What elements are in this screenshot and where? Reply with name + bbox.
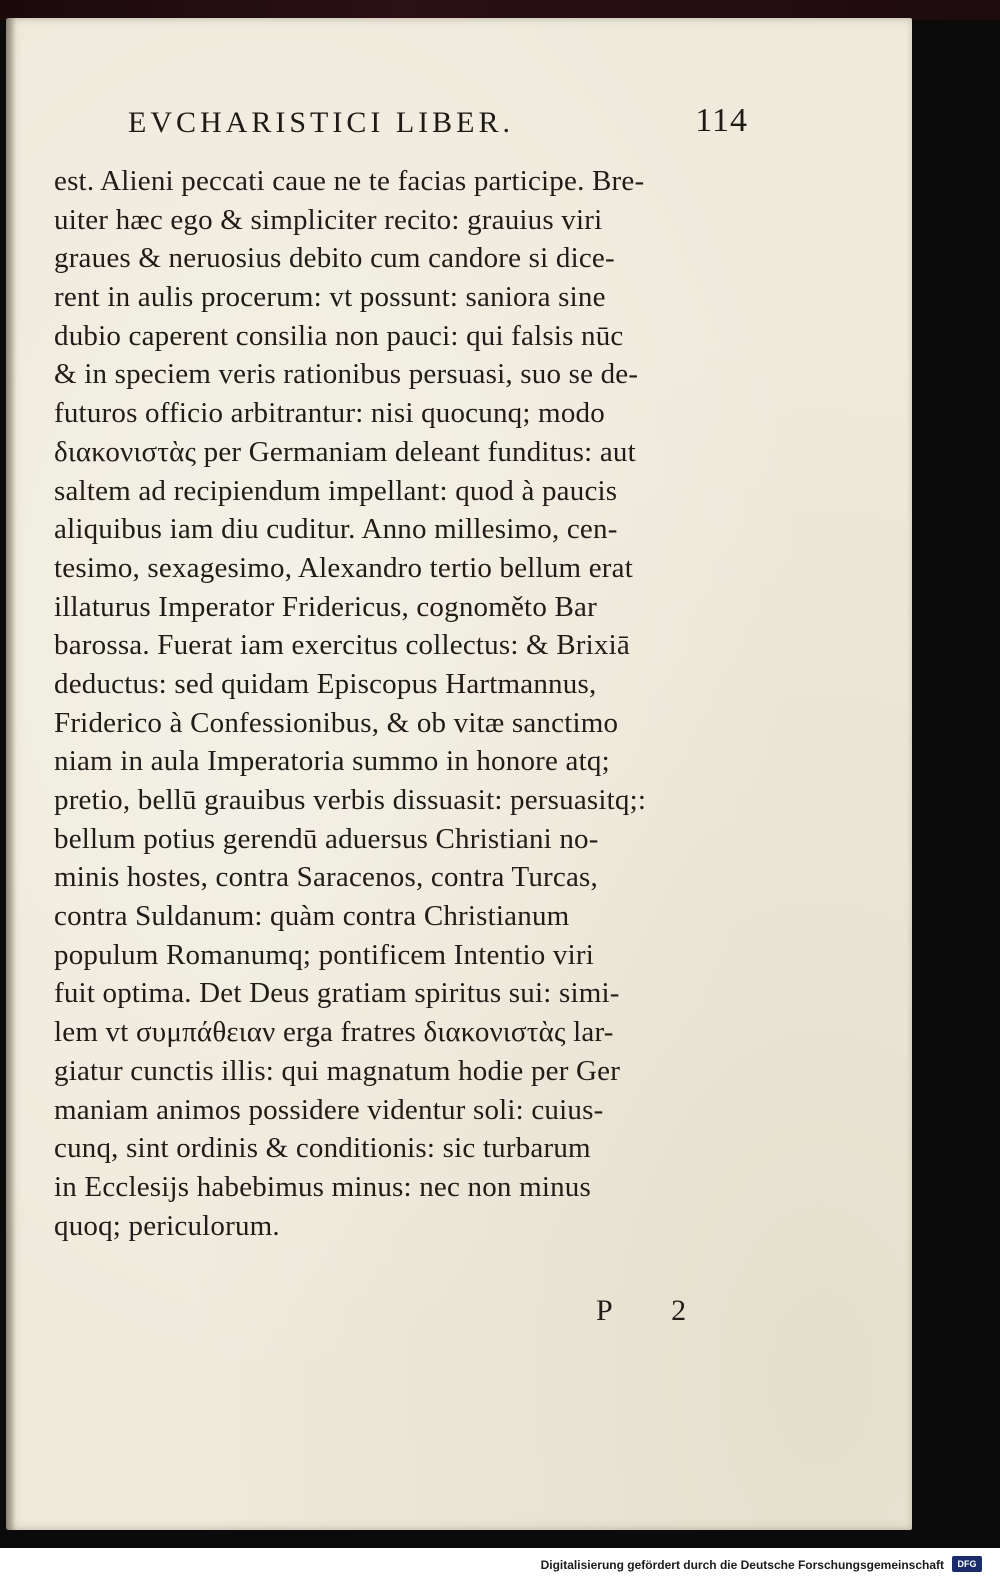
text-line: minis hostes, contra Saracenos, contra Turcas, xyxy=(54,861,598,894)
text-line: populum Romanumq; pontificem Intentio viri xyxy=(54,938,595,971)
binding-edge xyxy=(0,0,1000,20)
running-title: EVCHARISTICI LIBER. xyxy=(128,106,514,139)
running-head xyxy=(128,100,748,150)
text-line: fuit optima. Det Deus gratiam spiritus sui: simi- xyxy=(54,977,620,1010)
text-line: graues & neruosius debito cum candore si dice- xyxy=(54,242,615,275)
dfg-logo-icon: DFG xyxy=(952,1556,982,1572)
text-line: tesimo, sexagesimo, Alexandro tertio bellum erat xyxy=(54,551,633,584)
text-line: in Ecclesijs habebimus minus: nec non minus xyxy=(54,1170,591,1203)
text-line: lem vt συμπάθειαν erga fratres διακονιστὰς lar- xyxy=(54,1016,614,1049)
text-line: bellum potius gerendū aduersus Christiani no- xyxy=(54,822,599,855)
page-number: 114 xyxy=(695,102,748,139)
text-line: futuros officio arbitrantur: nisi quocunq; modo xyxy=(54,397,605,430)
text-line: aliquibus iam diu cuditur. Anno millesimo, cen- xyxy=(54,513,618,546)
text-line: contra Suldanum: quàm contra Christianum xyxy=(54,900,570,933)
text-line: est. Alieni peccati caue ne te facias participe. Bre- xyxy=(54,165,645,197)
footer-bar xyxy=(0,1548,1000,1590)
signature-mark: P 2 xyxy=(596,1294,713,1327)
text-line: uiter hæc ego & simpliciter recito: grauius viri xyxy=(54,203,603,236)
text-line: saltem ad recipiendum impellant: quod à paucis xyxy=(54,474,618,507)
text-line: maniam animos possidere videntur soli: cuius- xyxy=(54,1093,604,1126)
text-line: pretio, bellū grauibus verbis dissuasit: persuasitq;: xyxy=(54,784,647,816)
text-line: dubio caperent consilia non pauci: qui falsis nūc xyxy=(54,319,624,352)
text-line: & in speciem veris rationibus persuasi, suo se de- xyxy=(54,358,639,391)
page-gutter-shadow xyxy=(6,18,16,1530)
text-line: giatur cunctis illis: qui magnatum hodie per Ger xyxy=(54,1054,621,1087)
funding-credit: Digitalisierung gefördert durch die Deutsche Forschungsgemeinschaft xyxy=(540,1558,944,1572)
body-text xyxy=(54,162,754,1245)
text-line: illaturus Imperator Fridericus, cognoměto Bar xyxy=(54,590,597,623)
text-line: quoq; periculorum. xyxy=(54,1209,280,1242)
text-line: deductus: sed quidam Episcopus Hartmannus, xyxy=(54,667,597,700)
text-line: niam in aula Imperatoria summo in honore atq; xyxy=(54,745,610,778)
text-line: rent in aulis procerum: vt possunt: saniora sine xyxy=(54,281,606,314)
text-line: barossa. Fuerat iam exercitus collectus: & Brixiā xyxy=(54,629,630,662)
text-line: διακονιστὰς per Germaniam deleant funditus: aut xyxy=(54,435,636,468)
text-line: cunq, sint ordinis & conditionis: sic turbarum xyxy=(54,1132,591,1165)
text-line: Friderico à Confessionibus, & ob vitæ sanctimo xyxy=(54,706,619,739)
